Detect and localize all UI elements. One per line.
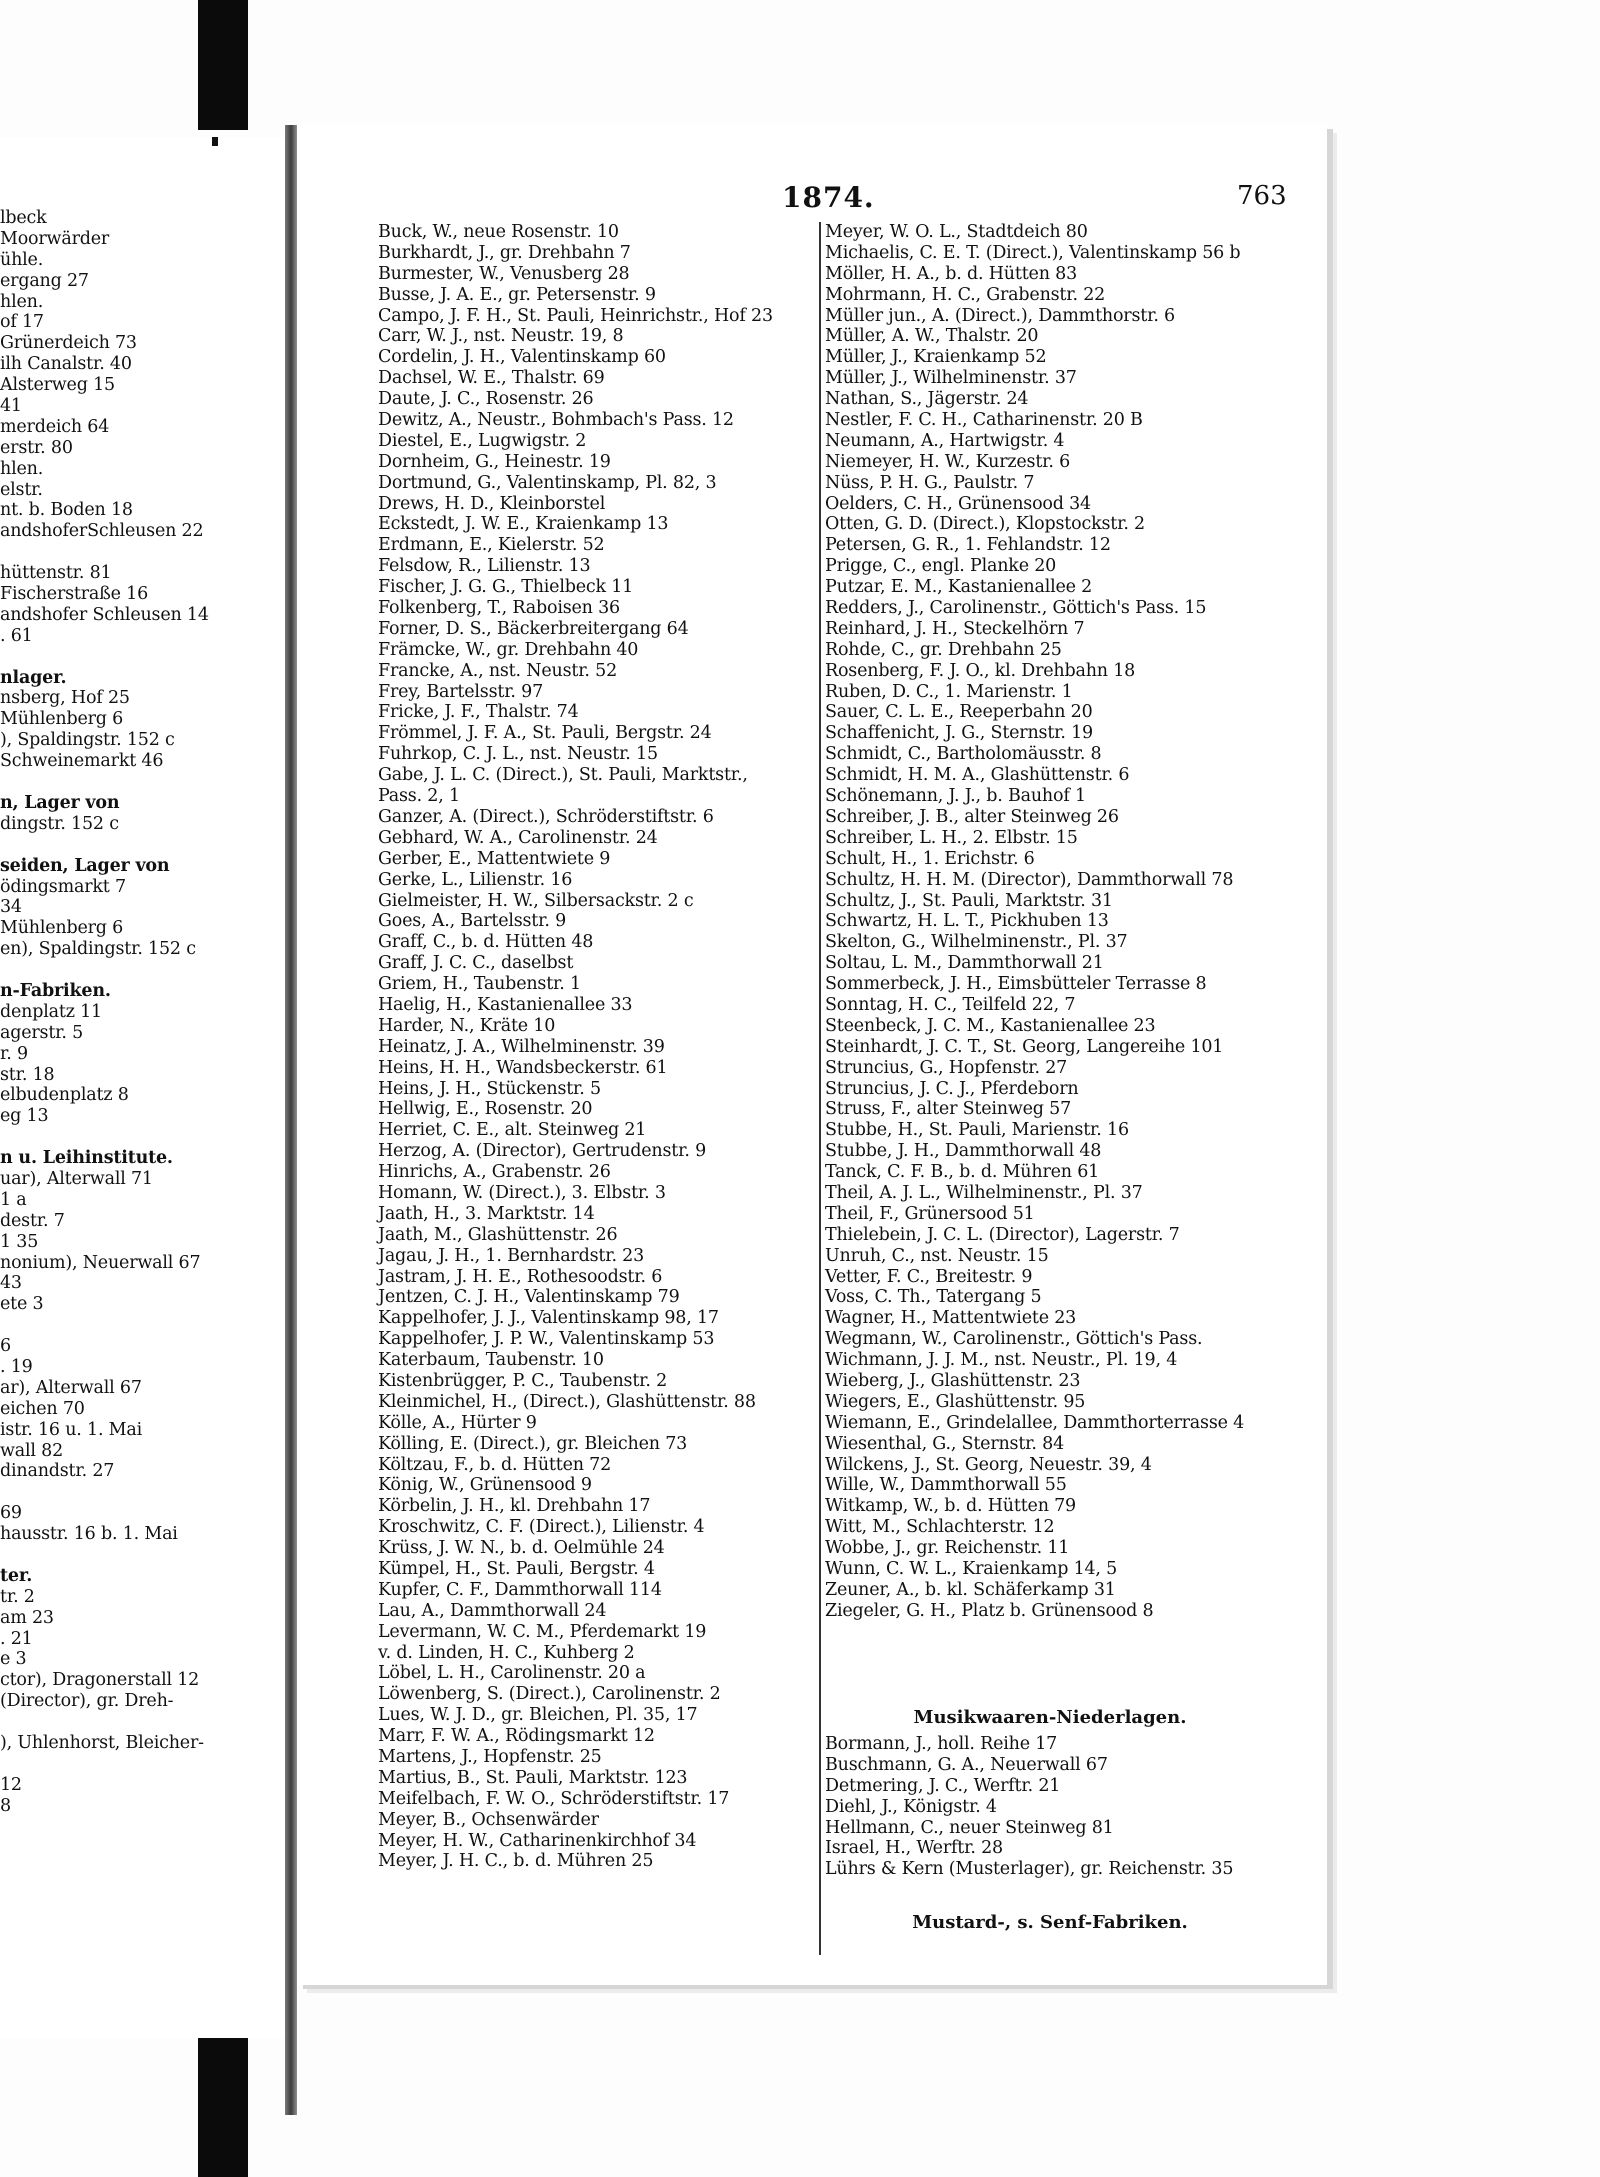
- musik-entry: Israel, H., Werftr. 28: [825, 1838, 1003, 1859]
- musik-entry: Bormann, J., holl. Reihe 17: [825, 1734, 1058, 1754]
- directory-entry: andshofer Schleusen 14: [0, 604, 209, 625]
- directory-entry: Wobbe, J., gr. Reichenstr. 11: [825, 1538, 1070, 1559]
- directory-entry: Kleinmichel, H., (Direct.), Glashüttenstr. 88: [378, 1391, 756, 1412]
- directory-entry: Mühlenberg 6: [0, 709, 124, 730]
- directory-entry: Folkenberg, T., Raboisen 36: [378, 598, 620, 619]
- directory-entry: Gerber, E., Mattentwiete 9: [378, 848, 611, 869]
- directory-entry: ctor), Dragonerstall 12: [0, 1670, 200, 1691]
- directory-entry: uar), Alterwall 71: [0, 1168, 153, 1189]
- directory-entry: 41: [0, 396, 22, 417]
- directory-entry: Steinhardt, J. C. T., St. Georg, Langereihe 101: [825, 1036, 1224, 1057]
- directory-entry: Schmidt, C., Bartholomäusstr. 8: [825, 744, 1102, 765]
- directory-entry: . 61: [0, 625, 33, 646]
- directory-entry: Graff, J. C. C., daselbst: [378, 953, 574, 974]
- directory-entry: hlen.: [0, 291, 44, 312]
- directory-entry: Struss, F., alter Steinweg 57: [825, 1099, 1072, 1120]
- directory-entry: Lau, A., Dammthorwall 24: [378, 1600, 607, 1621]
- directory-entry: Müller jun., A. (Direct.), Dammthorstr. 6: [825, 305, 1175, 326]
- directory-entry: ter.: [0, 1565, 33, 1586]
- directory-entry: 1 35: [0, 1231, 39, 1252]
- directory-entry: Martius, B., St. Pauli, Marktstr. 123: [378, 1767, 688, 1788]
- directory-entry: tr. 2: [0, 1586, 35, 1607]
- directory-entry: Jentzen, C. J. H., Valentinskamp 79: [378, 1287, 680, 1308]
- musik-entry: Buschmann, G. A., Neuerwall 67: [825, 1754, 1108, 1775]
- directory-entry: erstr. 80: [0, 437, 73, 458]
- directory-entry: Lues, W. J. D., gr. Bleichen, Pl. 35, 17: [378, 1705, 698, 1726]
- directory-entry: nonium), Neuerwall 67: [0, 1252, 201, 1273]
- directory-entry: Pass. 2, 1: [378, 786, 460, 807]
- directory-entry: Marr, F. W. A., Rödingsmarkt 12: [378, 1726, 655, 1747]
- directory-entry: Meyer, H. W., Catharinenkirchhof 34: [378, 1830, 697, 1851]
- directory-entry: hüttenstr. 81: [0, 563, 112, 584]
- left-page: [0, 138, 287, 2038]
- directory-entry: Unruh, C., nst. Neustr. 15: [825, 1245, 1049, 1266]
- directory-entry: Ruben, D. C., 1. Marienstr. 1: [825, 681, 1073, 702]
- directory-entry: dingstr. 152 c: [0, 813, 119, 834]
- directory-entry: Burkhardt, J., gr. Drehbahn 7: [378, 242, 631, 263]
- directory-entry: Goes, A., Bartelsstr. 9: [378, 911, 567, 932]
- directory-entry: Hinrichs, A., Grabenstr. 26: [378, 1162, 611, 1183]
- directory-entry: Rohde, C., gr. Drehbahn 25: [825, 639, 1062, 660]
- directory-entry: hausstr. 16 b. 1. Mai: [0, 1524, 178, 1545]
- directory-entry: 8: [0, 1795, 11, 1816]
- directory-entry: seiden, Lager von: [0, 855, 170, 876]
- middle-column: [378, 222, 828, 1872]
- column-divider: [819, 222, 821, 1955]
- directory-entry: Heins, H. H., Wandsbeckerstr. 61: [378, 1057, 668, 1078]
- directory-entry: Mohrmann, H. C., Grabenstr. 22: [825, 284, 1106, 305]
- directory-entry: Alsterweg 15: [0, 375, 115, 396]
- directory-entry: r. 9: [0, 1043, 28, 1064]
- directory-entry: [0, 542, 287, 563]
- directory-entry: Kupfer, C. F., Dammthorwall 114: [378, 1579, 662, 1600]
- directory-entry: Wilckens, J., St. Georg, Neuestr. 39, 4: [825, 1454, 1152, 1475]
- directory-entry: Schwartz, H. L. T., Pickhuben 13: [825, 911, 1109, 932]
- directory-entry: Drews, H. D., Kleinborstel: [378, 493, 606, 514]
- directory-entry: Kroschwitz, C. F. (Direct.), Lilienstr. 4: [378, 1517, 705, 1538]
- directory-entry: Theil, A. J. L., Wilhelminenstr., Pl. 37: [825, 1182, 1143, 1203]
- directory-entry: Wagner, H., Mattentwiete 23: [825, 1308, 1077, 1329]
- directory-entry: Struncius, J. C. J., Pferdeborn: [825, 1078, 1079, 1099]
- directory-entry: Struncius, G., Hopfenstr. 27: [825, 1057, 1068, 1078]
- directory-entry: Eckstedt, J. W. E., Kraienkamp 13: [378, 514, 669, 535]
- musik-entry: Diehl, J., Königstr. 4: [825, 1796, 997, 1817]
- directory-entry: ar), Alterwall 67: [0, 1377, 142, 1398]
- directory-entry: Ganzer, A. (Direct.), Schröderstiftstr. 6: [378, 806, 714, 827]
- directory-entry: Erdmann, E., Kielerstr. 52: [378, 535, 605, 556]
- directory-entry: Steenbeck, J. C. M., Kastanienallee 23: [825, 1015, 1156, 1036]
- directory-entry: Sonntag, H. C., Teilfeld 22, 7: [825, 994, 1076, 1015]
- directory-entry: Soltau, L. M., Dammthorwall 21: [825, 953, 1104, 974]
- directory-entry: (Director), gr. Dreh-: [0, 1691, 174, 1712]
- directory-entry: Dortmund, G., Valentinskamp, Pl. 82, 3: [378, 472, 717, 493]
- directory-entry: Kölle, A., Hürter 9: [378, 1412, 537, 1433]
- directory-entry: Carr, W. J., nst. Neustr. 19, 8: [378, 326, 624, 347]
- directory-entry: . 21: [0, 1628, 33, 1649]
- directory-entry: Wieberg, J., Glashüttenstr. 23: [825, 1370, 1081, 1391]
- directory-entry: Fricke, J. F., Thalstr. 74: [378, 702, 579, 723]
- directory-entry: Reinhard, J. H., Steckelhörn 7: [825, 618, 1085, 639]
- section-heading-musikwaaren: Musikwaaren-Niederlagen.: [913, 1707, 1187, 1728]
- directory-entry: nsberg, Hof 25: [0, 688, 130, 709]
- directory-entry: Meifelbach, F. W. O., Schröderstiftstr. 17: [378, 1788, 730, 1809]
- directory-entry: Jaath, H., 3. Marktstr. 14: [378, 1203, 595, 1224]
- directory-entry: Michaelis, C. E. T. (Direct.), Valentinskamp 56 b: [825, 242, 1241, 263]
- directory-entry: 69: [0, 1503, 22, 1524]
- directory-entry: Felsdow, R., Lilienstr. 13: [378, 556, 591, 577]
- directory-entry: Löwenberg, S. (Direct.), Carolinenstr. 2: [378, 1684, 721, 1705]
- directory-entry: 12: [0, 1774, 22, 1795]
- directory-entry: Petersen, G. R., 1. Fehlandstr. 12: [825, 535, 1111, 556]
- directory-entry: str. 18: [0, 1064, 55, 1085]
- directory-entry: Francke, A., nst. Neustr. 52: [378, 660, 618, 681]
- directory-entry: ete 3: [0, 1294, 44, 1315]
- directory-entry: 1 a: [0, 1189, 27, 1210]
- directory-entry: Schweinemarkt 46: [0, 751, 164, 772]
- directory-entry: Körbelin, J. H., kl. Drehbahn 17: [378, 1496, 651, 1517]
- directory-entry: Ziegeler, G. H., Platz b. Grünensood 8: [825, 1600, 1154, 1621]
- directory-entry: Wichmann, J. J. M., nst. Neustr., Pl. 19, 4: [825, 1350, 1178, 1371]
- directory-entry: Schultz, H. H. M. (Director), Dammthorwall 78: [825, 869, 1234, 890]
- directory-entry: Rosenberg, F. J. O., kl. Drehbahn 18: [825, 660, 1136, 681]
- directory-entry: Nathan, S., Jägerstr. 24: [825, 389, 1029, 410]
- page-year: 1874.: [782, 181, 875, 214]
- directory-entry: nlager.: [0, 667, 67, 688]
- directory-entry: Tanck, C. F. B., b. d. Mühren 61: [825, 1162, 1100, 1183]
- directory-entry: Heins, J. H., Stückenstr. 5: [378, 1078, 601, 1099]
- directory-entry: Möller, H. A., b. d. Hütten 83: [825, 263, 1077, 284]
- directory-entry: König, W., Grünensood 9: [378, 1475, 592, 1496]
- directory-entry: Putzar, E. M., Kastanienallee 2: [825, 577, 1093, 598]
- directory-entry: 6: [0, 1336, 11, 1357]
- directory-entry: Homann, W. (Direct.), 3. Elbstr. 3: [378, 1182, 666, 1203]
- directory-entry: Oelders, C. H., Grünensood 34: [825, 493, 1091, 514]
- directory-entry: elbudenplatz 8: [0, 1085, 129, 1106]
- directory-entry: Prigge, C., engl. Planke 20: [825, 556, 1057, 577]
- directory-entry: elstr.: [0, 479, 43, 500]
- directory-entry: n u. Leihinstitute.: [0, 1148, 173, 1169]
- directory-entry: Forner, D. S., Bäckerbreitergang 64: [378, 618, 689, 639]
- directory-entry: Frey, Bartelsstr. 97: [378, 681, 544, 702]
- directory-entry: Fischerstraße 16: [0, 584, 149, 605]
- page-number: 763: [1237, 181, 1287, 211]
- directory-entry: Wegmann, W., Carolinenstr., Göttich's Pass.: [825, 1329, 1203, 1350]
- directory-entry: Graff, C., b. d. Hütten 48: [378, 932, 594, 953]
- directory-entry: Grünerdeich 73: [0, 333, 137, 354]
- directory-entry: nt. b. Boden 18: [0, 500, 133, 521]
- directory-entry: Harder, N., Kräte 10: [378, 1015, 556, 1036]
- directory-entry: Herzog, A. (Director), Gertrudenstr. 9: [378, 1141, 707, 1162]
- directory-entry: Kappelhofer, J. P. W., Valentinskamp 53: [378, 1329, 715, 1350]
- directory-entry: Levermann, W. C. M., Pferdemarkt 19: [378, 1621, 707, 1642]
- directory-entry: Meyer, W. O. L., Stadtdeich 80: [825, 222, 1088, 242]
- directory-entry: istr. 16 u. 1. Mai: [0, 1419, 143, 1440]
- directory-entry: Campo, J. F. H., St. Pauli, Heinrichstr., Hof 23: [378, 305, 773, 326]
- directory-entry: Stubbe, J. H., Dammthorwall 48: [825, 1141, 1102, 1162]
- section-heading-mustard: Mustard-, s. Senf-Fabriken.: [912, 1912, 1188, 1933]
- directory-entry: Schmidt, H. M. A., Glashüttenstr. 6: [825, 765, 1130, 786]
- directory-entry: Moorwärder: [0, 228, 110, 249]
- directory-entry: Voss, C. Th., Tatergang 5: [825, 1287, 1042, 1308]
- directory-entry: Hellwig, E., Rosenstr. 20: [378, 1099, 593, 1120]
- directory-entry: Dornheim, G., Heinestr. 19: [378, 451, 611, 472]
- directory-entry: am 23: [0, 1607, 54, 1628]
- directory-entry: Krüss, J. W. N., b. d. Oelmühle 24: [378, 1538, 665, 1559]
- directory-entry: lbeck: [0, 208, 47, 228]
- directory-entry: 34: [0, 897, 22, 918]
- directory-entry: dinandstr. 27: [0, 1461, 115, 1482]
- directory-entry: Költzau, F., b. d. Hütten 72: [378, 1454, 612, 1475]
- directory-entry: n-Fabriken.: [0, 980, 111, 1001]
- directory-entry: Jagau, J. H., 1. Bernhardstr. 23: [378, 1245, 645, 1266]
- directory-entry: . 19: [0, 1356, 33, 1377]
- directory-entry: Kappelhofer, J. J., Valentinskamp 98, 17: [378, 1308, 719, 1329]
- directory-entry: Wiegers, E., Glashüttenstr. 95: [825, 1391, 1086, 1412]
- directory-entry: Wunn, C. W. L., Kraienkamp 14, 5: [825, 1559, 1118, 1579]
- directory-entry: Neumann, A., Hartwigstr. 4: [825, 430, 1065, 451]
- directory-entry: [0, 1315, 287, 1336]
- directory-entry: ilh Canalstr. 40: [0, 354, 132, 375]
- directory-entry: Kümpel, H., St. Pauli, Bergstr. 4: [378, 1559, 655, 1579]
- directory-entry: Müller, J., Wilhelminenstr. 37: [825, 368, 1077, 389]
- directory-entry: Dewitz, A., Neustr., Bohmbach's Pass. 12: [378, 410, 734, 431]
- directory-entry: [0, 647, 287, 668]
- directory-entry: merdeich 64: [0, 416, 110, 437]
- directory-entry: Kistenbrügger, P. C., Taubenstr. 2: [378, 1370, 668, 1391]
- directory-entry: Cordelin, J. H., Valentinskamp 60: [378, 347, 666, 368]
- directory-entry: Zeuner, A., b. kl. Schäferkamp 31: [825, 1579, 1116, 1600]
- directory-entry: Gerke, L., Lilienstr. 16: [378, 869, 573, 890]
- directory-entry: andshoferSchleusen 22: [0, 521, 204, 542]
- directory-entry: Witt, M., Schlachterstr. 12: [825, 1517, 1055, 1538]
- directory-entry: Jaath, M., Glashüttenstr. 26: [378, 1224, 618, 1245]
- directory-entry: destr. 7: [0, 1210, 65, 1231]
- directory-entry: hlen.: [0, 458, 44, 479]
- directory-entry: Martens, J., Hopfenstr. 25: [378, 1747, 602, 1768]
- directory-entry: Müller, J., Kraienkamp 52: [825, 347, 1047, 368]
- directory-entry: Nüss, P. H. G., Paulstr. 7: [825, 472, 1035, 493]
- directory-entry: Stubbe, H., St. Pauli, Marienstr. 16: [825, 1120, 1129, 1141]
- directory-entry: [0, 835, 287, 856]
- directory-entry: [0, 960, 287, 981]
- directory-entry: ), Uhlenhorst, Bleicher-: [0, 1733, 204, 1754]
- directory-entry: Gebhard, W. A., Carolinenstr. 24: [378, 827, 658, 848]
- directory-entry: Heinatz, J. A., Wilhelminenstr. 39: [378, 1036, 665, 1057]
- directory-entry: Redders, J., Carolinenstr., Göttich's Pass. 15: [825, 598, 1207, 619]
- directory-entry: eichen 70: [0, 1398, 85, 1419]
- directory-entry: Haelig, H., Kastanienallee 33: [378, 994, 633, 1015]
- scan-border-top: [198, 0, 248, 130]
- directory-entry: ödingsmarkt 7: [0, 876, 126, 897]
- directory-entry: Jastram, J. H. E., Rothesoodstr. 6: [378, 1266, 663, 1287]
- directory-entry: Frömmel, J. F. A., St. Pauli, Bergstr. 24: [378, 723, 712, 744]
- directory-entry: [0, 1754, 287, 1775]
- directory-entry: Gabe, J. L. C. (Direct.), St. Pauli, Marktstr.,: [378, 765, 748, 786]
- directory-entry: en), Spaldingstr. 152 c: [0, 939, 196, 960]
- directory-entry: Fuhrkop, C. J. L., nst. Neustr. 15: [378, 744, 658, 765]
- directory-entry: Kölling, E. (Direct.), gr. Bleichen 73: [378, 1433, 688, 1454]
- directory-entry: Busse, J. A. E., gr. Petersenstr. 9: [378, 284, 656, 305]
- directory-entry: Diestel, E., Lugwigstr. 2: [378, 430, 587, 451]
- directory-entry: Meyer, B., Ochsenwärder: [378, 1809, 599, 1830]
- directory-entry: of 17: [0, 312, 44, 333]
- directory-entry: Dachsel, W. E., Thalstr. 69: [378, 368, 605, 389]
- directory-entry: 43: [0, 1273, 22, 1294]
- directory-entry: Herriet, C. E., alt. Steinweg 21: [378, 1120, 647, 1141]
- directory-entry: eg 13: [0, 1106, 49, 1127]
- directory-entry: [0, 1545, 287, 1566]
- musik-entry: Hellmann, C., neuer Steinweg 81: [825, 1817, 1114, 1838]
- directory-entry: Fischer, J. G. G., Thielbeck 11: [378, 577, 634, 598]
- directory-entry: Sauer, C. L. E., Reeperbahn 20: [825, 702, 1093, 723]
- directory-entry: ), Spaldingstr. 152 c: [0, 730, 175, 751]
- directory-entry: Schaffenicht, J. G., Sternstr. 19: [825, 723, 1093, 744]
- book-gutter: [285, 125, 297, 2115]
- directory-entry: Skelton, G., Wilhelminenstr., Pl. 37: [825, 932, 1128, 953]
- directory-entry: n, Lager von: [0, 792, 120, 813]
- musik-entry: Lührs & Kern (Musterlager), gr. Reichenstr. 35: [825, 1859, 1234, 1880]
- left-column: [0, 208, 287, 1817]
- musik-entries: [825, 1734, 1275, 1880]
- right-column: [825, 222, 1275, 1622]
- directory-entry: Wille, W., Dammthorwall 55: [825, 1475, 1067, 1496]
- directory-entry: Thielebein, J. C. L. (Director), Lagerstr. 7: [825, 1224, 1180, 1245]
- directory-entry: Främcke, W., gr. Drehbahn 40: [378, 639, 639, 660]
- directory-entry: [0, 1127, 287, 1148]
- directory-entry: Wiesenthal, G., Sternstr. 84: [825, 1433, 1065, 1454]
- directory-entry: Sommerbeck, J. H., Eimsbütteler Terrasse 8: [825, 974, 1207, 995]
- directory-entry: wall 82: [0, 1440, 64, 1461]
- directory-entry: e 3: [0, 1649, 27, 1670]
- directory-entry: Witkamp, W., b. d. Hütten 79: [825, 1496, 1076, 1517]
- directory-entry: v. d. Linden, H. C., Kuhberg 2: [378, 1642, 635, 1663]
- directory-entry: Wiemann, E., Grindelallee, Dammthorterrasse 4: [825, 1412, 1245, 1433]
- directory-entry: Theil, F., Grünersood 51: [825, 1203, 1035, 1224]
- directory-entry: Schult, H., 1. Erichstr. 6: [825, 848, 1035, 869]
- directory-entry: Daute, J. C., Rosenstr. 26: [378, 389, 594, 410]
- directory-entry: Nestler, F. C. H., Catharinenstr. 20 B: [825, 410, 1143, 431]
- directory-entry: Vetter, F. C., Breitestr. 9: [825, 1266, 1033, 1287]
- directory-entry: Mühlenberg 6: [0, 918, 124, 939]
- directory-entry: Buck, W., neue Rosenstr. 10: [378, 222, 619, 242]
- directory-entry: ühle.: [0, 249, 44, 270]
- directory-entry: [0, 1482, 287, 1503]
- directory-entry: Griem, H., Taubenstr. 1: [378, 974, 581, 995]
- directory-entry: Katerbaum, Taubenstr. 10: [378, 1350, 604, 1371]
- directory-entry: Schreiber, L. H., 2. Elbstr. 15: [825, 827, 1078, 848]
- directory-entry: Otten, G. D. (Direct.), Klopstockstr. 2: [825, 514, 1145, 535]
- directory-entry: Burmester, W., Venusberg 28: [378, 263, 630, 284]
- directory-entry: Schultz, J., St. Pauli, Marktstr. 31: [825, 890, 1113, 911]
- directory-entry: Meyer, J. H. C., b. d. Mühren 25: [378, 1851, 654, 1872]
- ink-mark: [212, 137, 218, 146]
- directory-entry: [0, 1712, 287, 1733]
- directory-entry: Schönemann, J. J., b. Bauhof 1: [825, 786, 1086, 807]
- directory-entry: Löbel, L. H., Carolinenstr. 20 a: [378, 1663, 646, 1684]
- directory-entry: Müller, A. W., Thalstr. 20: [825, 326, 1039, 347]
- directory-entry: Niemeyer, H. W., Kurzestr. 6: [825, 451, 1071, 472]
- directory-entry: Schreiber, J. B., alter Steinweg 26: [825, 806, 1119, 827]
- directory-entry: [0, 772, 287, 793]
- directory-entry: denplatz 11: [0, 1001, 102, 1022]
- directory-entry: Gielmeister, H. W., Silbersackstr. 2 c: [378, 890, 694, 911]
- directory-entry: ergang 27: [0, 270, 89, 291]
- directory-entry: agerstr. 5: [0, 1022, 84, 1043]
- musik-entry: Detmering, J. C., Werftr. 21: [825, 1775, 1061, 1796]
